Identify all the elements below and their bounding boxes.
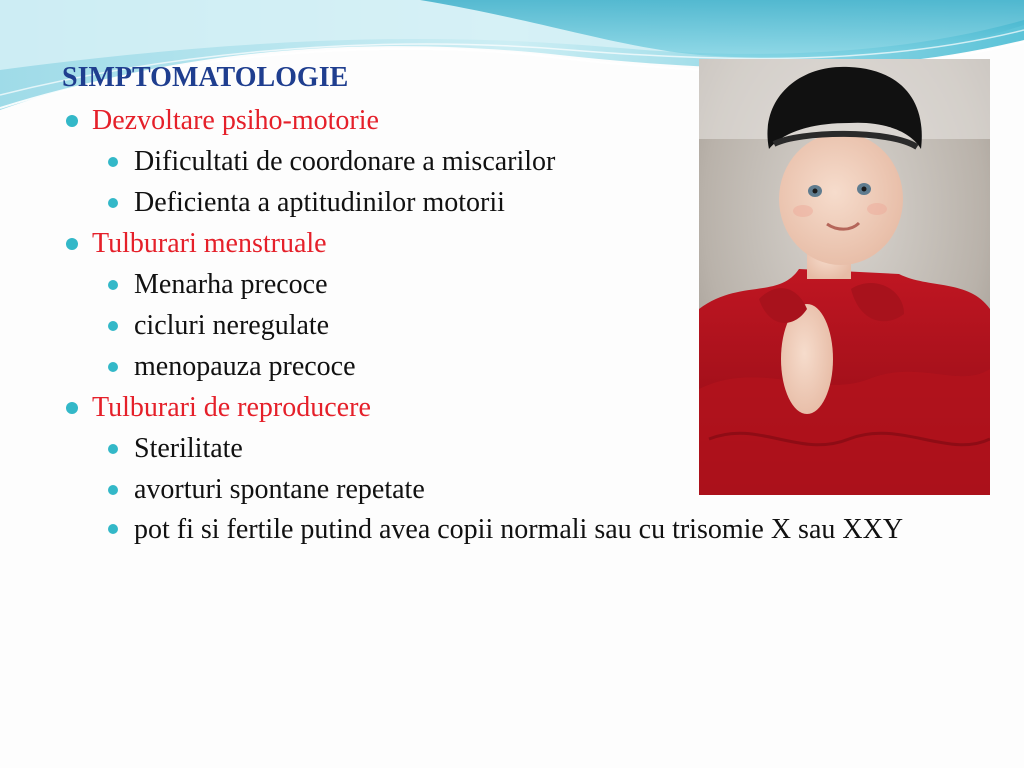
section-heading-text: Tulburari de reproducere [92,392,371,423]
list-item-text: Menarha precoce [134,269,328,300]
slide-title: SIMPTOMATOLOGIE [62,62,349,93]
list-item-text: Deficienta a aptitudinilor motorii [134,187,505,218]
baby-photo [699,59,990,495]
list-item-text: pot fi si fertile putind avea copii normali sau cu trisomie X sau XXY [134,514,904,545]
bullet-icon [108,280,118,290]
list-item-text: Dificultati de coordonare a miscarilor [134,146,556,177]
bullet-icon [66,402,78,414]
list-item [62,510,962,546]
bullet-icon [66,238,78,250]
section-heading-text: Dezvoltare psiho-motorie [92,105,379,136]
bullet-icon [108,524,118,534]
bullet-icon [66,115,78,127]
bullet-icon [108,485,118,495]
bullet-icon [108,321,118,331]
bullet-icon [108,362,118,372]
list-item-text: avorturi spontane repetate [134,474,425,505]
bullet-icon [108,444,118,454]
bullet-icon [108,198,118,208]
bullet-icon [108,157,118,167]
section-heading-text: Tulburari menstruale [92,228,327,259]
list-item-text: menopauza precoce [134,351,356,382]
list-item-text: cicluri neregulate [134,310,330,341]
list-item-text: Sterilitate [134,433,243,464]
